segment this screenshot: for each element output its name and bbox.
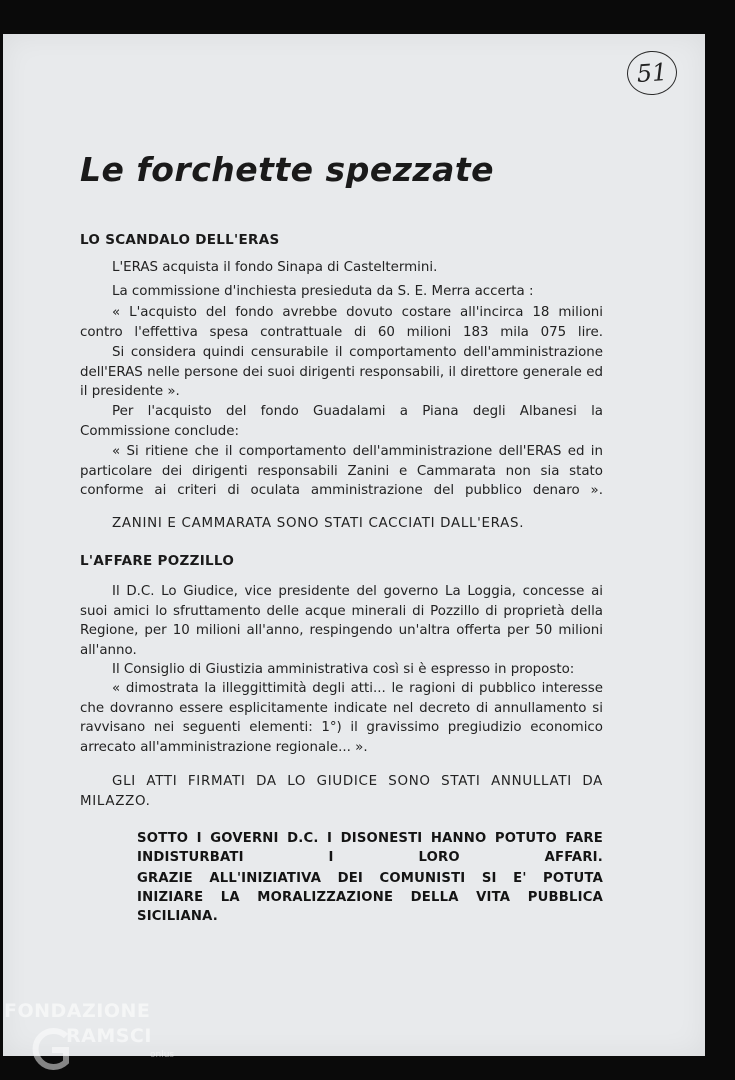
paragraph: Si considera quindi censurabile il comportamento dell'amministrazione dell'ERAS nelle persone dei suoi dirigenti responsabili, il direttore generale ed il presidente ». [80,345,603,399]
section-conclusion: ZANINI E CAMMARATA SONO STATI CACCIATI DALL'ERAS. [112,516,525,531]
paragraph: L'ERAS acquista il fondo Sinapa di Casteltermini. [112,260,438,275]
section-conclusion: GLI ATTI FIRMATI DA LO GIUDICE SONO STATI ANNULLATI DA MILAZZO. [80,774,603,809]
section-heading-eras: LO SCANDALO DELL'ERAS [80,232,280,248]
paragraph: La commissione d'inchiesta presieduta da S. E. Merra accerta : [112,284,534,299]
logo-suffix: onlus [150,1050,175,1060]
fondazione-gramsci-logo [4,1000,184,1075]
paragraph: Il Consiglio di Giustizia amministrativa così si è espresso in proposto: [112,662,575,677]
logo-text-line2: RAMSCI [66,1025,152,1047]
paragraph: Il D.C. Lo Giudice, vice presidente del governo La Loggia, concesse ai suoi amici lo sfruttamento delle acque minerali di Pozzillo di proprietà della Regione, per 10 milioni all'anno, respingendo un'altra offerta per 50 milioni all'anno. [80,584,603,658]
quote-paragraph: « Si ritiene che il comportamento dell'amministrazione dell'ERAS ed in particolare dei dirigenti responsabili Zanini e Cammarata non sia stato conforme ai criteri di oculata amministrazione del pubblico denaro ». [80,444,603,498]
quote-paragraph: « L'acquisto del fondo avrebbe dovuto costare all'incirca 18 milioni contro l'effettiva spesa contrattuale di 60 milioni 183 mila 075 lire. [80,305,603,340]
paragraph: Per l'acquisto del fondo Guadalami a Piana degli Albanesi la Commissione conclude: [80,404,603,439]
logo-text-line1: FONDAZIONE [4,1000,151,1022]
section-heading-pozzillo: L'AFFARE POZZILLO [80,553,235,569]
closing-statement: SOTTO I GOVERNI D.C. I DISONESTI HANNO POTUTO FARE INDISTURBATI I LORO AFFARI. [137,831,603,865]
closing-statement: GRAZIE ALL'INIZIATIVA DEI COMUNISTI SI E' POTUTA INIZIARE LA MORALIZZAZIONE DELLA VITA PUBBLICA SICILIANA. [137,871,603,924]
quote-paragraph: « dimostrata la illeggittimità degli atti... le ragioni di pubblico interesse che dovranno essere esplicitamente indicate nel decreto di annullamento si ravvisano nei seguenti elementi: 1°) il gravissimo pregiudizio economico arrecato all'amministrazione regionale... ». [80,681,603,755]
page-number-stamp: 51 [626,49,679,96]
page-title: Le forchette spezzate [80,150,495,189]
